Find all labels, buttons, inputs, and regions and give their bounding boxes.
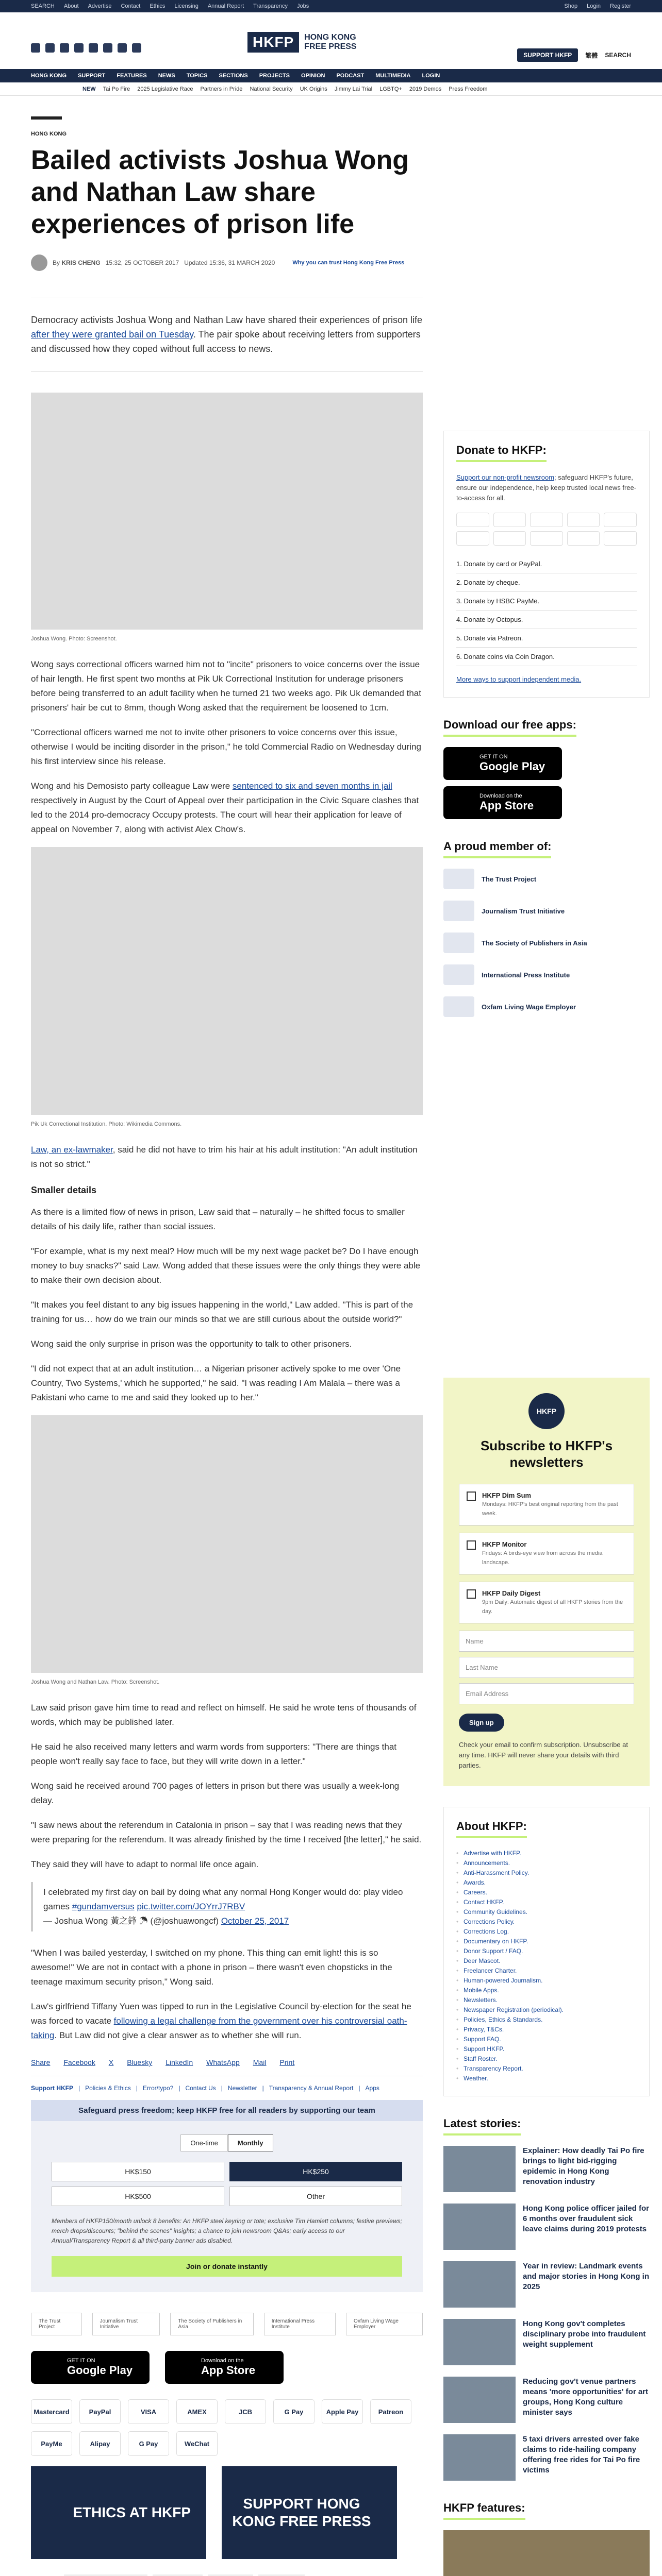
about-item[interactable]: • Staff Roster.: [456, 2054, 637, 2064]
nav-hong-kong[interactable]: HONG KONG: [31, 73, 67, 79]
threads-icon[interactable]: [103, 43, 112, 53]
topbar-jobs[interactable]: Jobs: [297, 3, 309, 9]
feature-image[interactable]: [443, 2530, 650, 2576]
photo-wong-and-law: [31, 1415, 423, 1673]
latest-story[interactable]: Year in review: Landmark events and major stories in Hong Kong in 2025: [443, 2261, 650, 2308]
about-item[interactable]: • Policies, Ethics & Standards.: [456, 2015, 637, 2025]
patreon-icon[interactable]: Patreon: [370, 2399, 411, 2424]
paypal-icon[interactable]: PayPal: [79, 2399, 121, 2424]
article-category[interactable]: HONG KONG: [31, 131, 67, 137]
trending-item[interactable]: Tai Po Fire: [103, 86, 130, 92]
donate-widget: Donate to HKFP: Support our non-profit newsroom; safeguard HKFP's future, ensure our independence, help keep trusted local news free-to-access for all. 1. Donate by card or PayPal. 2. Donate by cheque. 3. Donate by HSBC PayMe. 4. Donate by Octopus. 5. Donate via Patreon. 6. Donate coins via Coin Dragon. More ways to support independent media.: [443, 431, 650, 698]
social-icons: [31, 43, 141, 53]
facebook-icon[interactable]: [31, 43, 40, 53]
apps-title: Download our free apps:: [443, 718, 576, 737]
newsletter-link[interactable]: Newsletter: [227, 2084, 257, 2092]
latest-widget: [443, 2117, 650, 2481]
bail-link[interactable]: after they were granted bail on Tuesday: [31, 329, 193, 340]
about-item[interactable]: • Newsletters.: [456, 1995, 637, 2005]
language-switch[interactable]: 繁體: [585, 52, 598, 59]
photo-caption: Joshua Wong. Photo: Screenshot.: [31, 636, 117, 642]
publish-date: 15:32, 25 OCTOBER 2017: [105, 259, 179, 266]
topbar-contact[interactable]: Contact: [121, 3, 141, 9]
about-item[interactable]: • Human-powered Journalism.: [456, 1976, 637, 1986]
error-link[interactable]: Error/typo?: [142, 2084, 174, 2092]
donation-heading: Safeguard press freedom; keep HKFP free for all readers by supporting our team: [31, 2100, 423, 2121]
instagram-icon[interactable]: [60, 43, 69, 53]
sidebar: [443, 96, 650, 2576]
amount-option[interactable]: HK$500: [52, 2187, 224, 2206]
google-play-badge[interactable]: GET IT ON Google Play: [31, 2351, 150, 2384]
jcb-icon[interactable]: JCB: [225, 2399, 266, 2424]
site-header: [0, 12, 662, 69]
logo-mark: HKFP: [247, 32, 299, 53]
youtube-icon[interactable]: [74, 43, 84, 53]
share-mail[interactable]: Mail: [253, 2058, 267, 2066]
tweet-date[interactable]: October 25, 2017: [221, 1916, 289, 1926]
apps-link[interactable]: Apps: [365, 2084, 379, 2092]
more-ways-link[interactable]: More ways to support independent media.: [456, 675, 582, 683]
gpay-icon[interactable]: G Pay: [273, 2399, 315, 2424]
about-item[interactable]: • Deer Mascot.: [456, 1956, 637, 1966]
about-item[interactable]: • Newspaper Registration (periodical).: [456, 2005, 637, 2015]
paragraph: "Correctional officers warned me not to invite other prisoners to voice concerns over this issue, otherwise I would be inciting disorder in the prison," he told Commercial Radio on Wednesday during his first interview since his release.: [31, 727, 421, 766]
byline: By KRIS CHENG 15:32, 25 OCTOBER 2017 Updated 15:36, 31 MARCH 2020 Why you can trust Hong Kong Free Press: [31, 255, 423, 271]
paragraph: "I did not expect that at an adult institution… a Nigerian prisoner actively spoke to me over 'One Country, Two Systems,' which he supported," he said. "I was reading I Am Malala – there was a Pakistani who came to me and said they looked up to her.": [31, 1364, 401, 1402]
why-trust-link[interactable]: Why you can trust Hong Kong Free Press: [292, 260, 405, 266]
monthly-tab[interactable]: Monthly: [228, 2134, 273, 2151]
newsletter-title: Subscribe to HKFP's newsletters: [480, 1438, 613, 1470]
bluesky-icon[interactable]: [118, 43, 127, 53]
member-sopa[interactable]: The Society of Publishers in Asia: [443, 933, 650, 953]
paragraph: "When I was bailed yesterday, I switched on my phone. This thing can emit light! this is so awesome!" We are not in contact with a phone in prison – there wasn't even chopsticks in the teenage maximum security prison," Wong said.: [31, 1948, 392, 1987]
support-links: Support HKFP | Policies & Ethics | Error/typo? | Contact Us | Newsletter | Transparency & Annual Report | Apps: [31, 2084, 379, 2092]
topbar-ethics[interactable]: Ethics: [150, 3, 166, 9]
trending-item[interactable]: Partners in Pride: [200, 86, 243, 92]
visa-icon[interactable]: VISA: [128, 2399, 169, 2424]
sentence-link[interactable]: sentenced to six and seven months in jail: [232, 781, 392, 791]
donate-step[interactable]: 3. Donate by HSBC PayMe.: [456, 592, 637, 611]
donate-step[interactable]: 4. Donate by Octopus.: [456, 611, 637, 629]
contact-link[interactable]: Contact Us: [185, 2084, 216, 2092]
checkbox[interactable]: [467, 1540, 476, 1550]
paragraph: Wong and his Demosisto party colleague Law were sentenced to six and seven months in jail respectively in August by the Court of Appeal over their participation in the Civic Square clashes that led to the 2014 pro-democracy Occupy protests. The court will hear their application for leave of appeal on November 7, along with activist Alex Chow's.: [31, 781, 419, 834]
paragraph: Law's girlfriend Tiffany Yuen was tipped to run in the Legislative Council by-election for the seat he was forced to vacate following a legal challenge from the government over his controversial oath-taking. But Law did not give a clear answer as to whether she will run.: [31, 2002, 411, 2040]
donate-step[interactable]: 1. Donate by card or PayPal.: [456, 555, 637, 573]
policies-link[interactable]: Policies & Ethics: [85, 2084, 131, 2092]
amount-option-selected[interactable]: HK$250: [229, 2162, 402, 2181]
first-name-input[interactable]: Name: [459, 1631, 634, 1652]
payment-icon[interactable]: [567, 513, 600, 527]
payme-icon[interactable]: PayMe: [31, 2431, 72, 2456]
article-lead: Democracy activists Joshua Wong and Nathan Law have shared their experiences of prison life after they were granted bail on Tuesday. The pair spoke about receiving letters from supporters and discussed how they coped without full access to news.: [31, 297, 423, 372]
newsletter-option[interactable]: HKFP Monitor Fridays: A birds-eye view from across the media landscape.: [459, 1533, 634, 1574]
paragraph: "I saw news about the referendum in Catalonia in prison – say that I was reading news that they were preparing for the referendum. It was already finished by the time I received [the letter]," he said.: [31, 1820, 422, 1844]
paragraph: Wong said he received around 700 pages of letters in prison but there was usually a week-long delay.: [31, 1781, 400, 1805]
hkfp-logo[interactable]: [247, 32, 357, 53]
newsletter-widget: [443, 1378, 650, 1786]
about-item[interactable]: • Donor Support / FAQ.: [456, 1946, 637, 1956]
about-item[interactable]: • Privacy, T&Cs.: [456, 2025, 637, 2035]
topbar-search[interactable]: SEARCH: [31, 3, 55, 9]
photo-pik-uk: [31, 847, 423, 1115]
support-hkfp-button[interactable]: SUPPORT HKFP: [517, 48, 578, 62]
about-item[interactable]: • Weather.: [456, 2074, 637, 2083]
topbar-about[interactable]: About: [63, 3, 79, 9]
share-bar: [31, 2053, 423, 2076]
about-item[interactable]: • Advertise with HKFP.: [456, 1849, 637, 1858]
nav-login[interactable]: LOGIN: [422, 73, 440, 79]
about-widget: [443, 1807, 650, 2096]
newsletter-option[interactable]: HKFP Dim Sum Mondays: HKFP's best original reporting from the past week.: [459, 1484, 634, 1526]
member-widget: [443, 840, 650, 1017]
about-item[interactable]: • Anti-Harassment Policy.: [456, 1868, 637, 1878]
about-item[interactable]: • Awards.: [456, 1878, 637, 1888]
embedded-tweet: I celebrated my first day on bail by doing what any normal Hong Konger would do: play video games #gundamversus pic.twitter.com/JOYrrJ7RBV — Joshua Wong 黃之鋒 ☂ (@joshuawongcf) October 25, 2017: [31, 1882, 423, 1931]
photo-caption: Joshua Wong and Nathan Law. Photo: Screenshot.: [31, 1679, 160, 1685]
nav-sections[interactable]: SECTIONS: [219, 73, 248, 79]
linkedin-icon[interactable]: [89, 43, 98, 53]
checkbox[interactable]: [467, 1492, 476, 1501]
payment-methods: [31, 2399, 423, 2456]
topbar-annual-report[interactable]: Annual Report: [207, 3, 244, 9]
mastercard-icon[interactable]: Mastercard: [31, 2399, 72, 2424]
topbar-transparency[interactable]: Transparency: [253, 3, 288, 9]
section-heading: Smaller details: [31, 1185, 97, 1195]
amount-option[interactable]: HK$150: [52, 2162, 224, 2181]
member-title: A proud member of:: [443, 840, 551, 858]
nav-projects[interactable]: PROJECTS: [259, 73, 290, 79]
trending-item[interactable]: Jimmy Lai Trial: [334, 86, 373, 92]
apple-pay-icon[interactable]: Apple Pay: [322, 2399, 363, 2424]
payment-icon[interactable]: [456, 513, 489, 527]
latest-story[interactable]: Explainer: How deadly Tai Po fire brings to light bid-rigging epidemic in Hong Kong renovation industry: [443, 2146, 650, 2192]
about-item[interactable]: • Announcements.: [456, 1858, 637, 1868]
nav-features[interactable]: FEATURES: [117, 73, 147, 79]
payment-icon[interactable]: [567, 531, 600, 546]
paragraph: "For example, what is my next meal? How much will be my next wage packet be? Do I have enough money to buy snacks?" said Law. Wong added that these issues were the only things they were able to make their own decision about.: [31, 1246, 421, 1285]
ethics-banner[interactable]: ETHICS AT HKFP: [31, 2466, 206, 2559]
payment-icon[interactable]: [493, 531, 526, 546]
trending-bar: [0, 82, 662, 96]
nav-multimedia[interactable]: MULTIMEDIA: [375, 73, 411, 79]
newsletter-confirm: Check your email to confirm subscription. Unsubscribe at any time. HKFP will never share your details with third parties.: [459, 1741, 628, 1769]
donate-payment-icons: [456, 513, 637, 546]
latest-story[interactable]: Reducing gov't venue partners means 'more opportunities' for art groups, Hong Kong culture minister says: [443, 2377, 650, 2423]
photo-caption: Pik Uk Correctional Institution. Photo: Wikimedia Commons.: [31, 1121, 182, 1127]
about-item[interactable]: • Community Guidelines.: [456, 1907, 637, 1917]
oxfam-logo: Oxfam Living Wage Employer: [346, 2313, 423, 2335]
checkbox[interactable]: [467, 1589, 476, 1599]
paragraph: Wong said the only surprise in prison was the opportunity to talk to other prisoners.: [31, 1339, 352, 1349]
ipi-logo: International Press Institute: [264, 2313, 336, 2335]
story-thumbnail[interactable]: [443, 2434, 516, 2481]
member-ipi[interactable]: International Press Institute: [443, 964, 650, 985]
tweet-hashtag[interactable]: #gundamversus: [72, 1902, 135, 1911]
about-item[interactable]: • Corrections Policy.: [456, 1917, 637, 1927]
top-utility-bar: [0, 0, 662, 12]
author-avatar: [31, 255, 47, 271]
one-time-tab[interactable]: One-time: [180, 2134, 227, 2151]
donate-title: Donate to HKFP:: [456, 444, 547, 462]
about-item[interactable]: • Freelancer Charter.: [456, 1966, 637, 1976]
share-bluesky[interactable]: Bluesky: [127, 2058, 153, 2066]
member-jti[interactable]: Journalism Trust Initiative: [443, 901, 650, 921]
latest-story[interactable]: Hong Kong gov't completes disciplinary probe into fraudulent weight supplement: [443, 2319, 650, 2365]
tweet-link[interactable]: pic.twitter.com/JOYrrJ7RBV: [137, 1902, 245, 1911]
trending-item[interactable]: UK Origins: [300, 86, 327, 92]
paragraph: As there is a limited flow of news in prison, Law said that – naturally – he shifted focus to smaller details of his daily life, rather than social issues.: [31, 1207, 405, 1231]
apps-widget: [443, 718, 650, 819]
paragraph: Law said prison gave him time to read and reflect on himself. He said he wrote tens of thousands of words, which may be published later.: [31, 1703, 417, 1727]
legal-challenge-link[interactable]: following a legal challenge from the government over his controversial oath-taking: [31, 2016, 407, 2040]
trending-item[interactable]: Press Freedom: [449, 86, 488, 92]
share-linkedin[interactable]: LinkedIn: [166, 2058, 193, 2066]
updated-date: Updated 15:36, 31 MARCH 2020: [184, 259, 275, 266]
about-item[interactable]: • Mobile Apps.: [456, 1986, 637, 1995]
payment-icon[interactable]: [604, 513, 637, 527]
article-body: [31, 657, 423, 837]
donation-box: [31, 2100, 423, 2292]
topbar-login[interactable]: Login: [587, 3, 601, 9]
support-banner[interactable]: SUPPORT HONG KONG FREE PRESS: [222, 2466, 397, 2559]
nav-news[interactable]: NEWS: [158, 73, 175, 79]
trust-project-logo: The Trust Project: [31, 2313, 82, 2335]
member-benefits: Members of HKFP150/month unlock 8 benefits: An HKFP steel keyring or tote; exclusive Tim Hamlett columns; festive previews; merch drops/discounts; "behind the scenes" insights; a chance to join newsroom Q&As; early access to our Annual/Transparency Report & all third-party banner ads disabled.: [52, 2217, 402, 2244]
share-whatsapp[interactable]: WhatsApp: [206, 2058, 240, 2066]
trending-item[interactable]: 2025 Legislative Race: [137, 86, 193, 92]
join-donate-button[interactable]: Join or donate instantly: [52, 2256, 402, 2277]
rss-icon[interactable]: [132, 43, 141, 53]
payment-icon[interactable]: [493, 513, 526, 527]
email-input[interactable]: Email Address: [459, 1683, 634, 1704]
membership-logos: [31, 2313, 423, 2335]
trending-item[interactable]: LGBTQ+: [379, 86, 402, 92]
paragraph: He said he also received many letters and warm words from supporters: "There are things that people won't really say face to face, but they will write down in a letter.": [31, 1742, 397, 1766]
google-play-badge[interactable]: GET IT ON Google Play: [443, 747, 562, 780]
story-thumbnail[interactable]: [443, 2261, 516, 2308]
header-search[interactable]: SEARCH: [605, 52, 631, 59]
newsletter-option[interactable]: HKFP Daily Digest 9pm Daily: Automatic digest of all HKFP stories from the day.: [459, 1582, 634, 1623]
trending-item[interactable]: 2019 Demos: [409, 86, 442, 92]
about-item[interactable]: • Support FAQ.: [456, 2035, 637, 2044]
story-thumbnail[interactable]: [443, 2146, 516, 2192]
logo-text: HONG KONG FREE PRESS: [304, 33, 357, 51]
trending-label: NEW: [82, 86, 96, 92]
sopa-logo: The Society of Publishers in Asia: [170, 2313, 253, 2335]
gpay-icon[interactable]: G Pay: [128, 2431, 169, 2456]
signup-button[interactable]: Sign up: [459, 1714, 504, 1732]
topbar-advertise[interactable]: Advertise: [88, 3, 112, 9]
trending-item[interactable]: National Security: [250, 86, 293, 92]
article: [31, 96, 423, 2576]
last-name-input[interactable]: Last Name: [459, 1657, 634, 1678]
law-link[interactable]: Law, an ex-lawmaker: [31, 1145, 113, 1155]
payment-icon[interactable]: [530, 531, 563, 546]
payment-icon[interactable]: [456, 531, 489, 546]
alipay-icon[interactable]: Alipay: [79, 2431, 121, 2456]
support-link[interactable]: Support HKFP: [31, 2084, 73, 2092]
donate-step[interactable]: 5. Donate via Patreon.: [456, 629, 637, 648]
paragraph: They said they will have to adapt to normal life once again.: [31, 1859, 259, 1869]
newsletter-badge: HKFP: [528, 1393, 565, 1429]
story-thumbnail[interactable]: [443, 2377, 516, 2423]
paragraph: Wong says correctional officers warned him not to "incite" prisoners to voice concerns over the issue of hair length. He first spent two months at Pik Uk Correctional Institution for underage prisoners before being transferred to an adult facility when he turned 21 two weeks ago. Pik Uk demanded that prisoners' hair be cut to 8mm, though Wong asked that the requirement be loosened to 1cm.: [31, 659, 421, 713]
about-item[interactable]: • Contact HKFP.: [456, 1897, 637, 1907]
about-item[interactable]: • Careers.: [456, 1888, 637, 1897]
nav-opinion[interactable]: OPINION: [301, 73, 325, 79]
feature-story[interactable]: [443, 2530, 650, 2576]
amex-icon[interactable]: AMEX: [176, 2399, 218, 2424]
transparency-link[interactable]: Transparency & Annual Report: [269, 2084, 354, 2092]
donate-nonprofit-link[interactable]: Support our non-profit newsroom: [456, 473, 555, 481]
payment-icon[interactable]: [530, 513, 563, 527]
payment-icon[interactable]: [604, 531, 637, 546]
about-item[interactable]: • Transparency Report.: [456, 2064, 637, 2074]
app-store-badge[interactable]: Download on the App Store: [165, 2351, 284, 2384]
nav-topics[interactable]: TOPICS: [186, 73, 208, 79]
about-title: About HKFP:: [456, 1820, 527, 1838]
topbar-shop[interactable]: Shop: [564, 3, 578, 9]
main-nav: [0, 69, 662, 82]
x-icon[interactable]: [45, 43, 55, 53]
app-store-badge[interactable]: Download on the App Store: [443, 786, 562, 819]
paragraph: Law, an ex-lawmaker, said he did not have to trim his hair at his adult institution: "An adult institution is not so strict.": [31, 1145, 418, 1169]
latest-story[interactable]: Hong Kong police officer jailed for 6 months over fraudulent sick leave claims during 2019 protests: [443, 2204, 650, 2250]
share-facebook[interactable]: Facebook: [63, 2058, 95, 2066]
jti-logo: Journalism Trust Initiative: [92, 2313, 160, 2335]
author-name[interactable]: KRIS CHENG: [61, 259, 101, 266]
nav-podcast[interactable]: PODCAST: [336, 73, 365, 79]
donate-step[interactable]: 2. Donate by cheque.: [456, 573, 637, 592]
latest-title: Latest stories:: [443, 2117, 521, 2136]
story-thumbnail[interactable]: [443, 2204, 516, 2250]
story-thumbnail[interactable]: [443, 2319, 516, 2365]
about-item[interactable]: • Corrections Log.: [456, 1927, 637, 1937]
nav-support[interactable]: SUPPORT: [78, 73, 106, 79]
topbar-register[interactable]: Register: [610, 3, 631, 9]
donate-step[interactable]: 6. Donate coins via Coin Dragon.: [456, 648, 637, 666]
share-label: Share: [31, 2058, 51, 2066]
features-title: HKFP features:: [443, 2501, 525, 2520]
paragraph: "It makes you feel distant to any big issues happening in the world," Law added. "This is part of the training for us… how do we train our minds so that we are still curious about the outside world?": [31, 1300, 413, 1324]
member-oxfam[interactable]: Oxfam Living Wage Employer: [443, 996, 650, 1017]
latest-story[interactable]: 5 taxi drivers arrested over fake claims to ride-hailing company offering free rides for Tai Po fire victims: [443, 2434, 650, 2481]
about-item[interactable]: • Documentary on HKFP.: [456, 1937, 637, 1946]
member-trust-project[interactable]: The Trust Project: [443, 869, 650, 889]
about-item[interactable]: • Support HKFP.: [456, 2044, 637, 2054]
share-print[interactable]: Print: [279, 2058, 295, 2066]
wechat-icon[interactable]: WeChat: [176, 2431, 218, 2456]
photo-joshua-wong: [31, 393, 423, 630]
features-widget: [443, 2501, 650, 2576]
article-title: Bailed activists Joshua Wong and Nathan Law share experiences of prison life: [31, 145, 409, 239]
share-x[interactable]: X: [108, 2058, 114, 2066]
amount-other[interactable]: Other: [229, 2187, 402, 2206]
topbar-licensing[interactable]: Licensing: [174, 3, 198, 9]
